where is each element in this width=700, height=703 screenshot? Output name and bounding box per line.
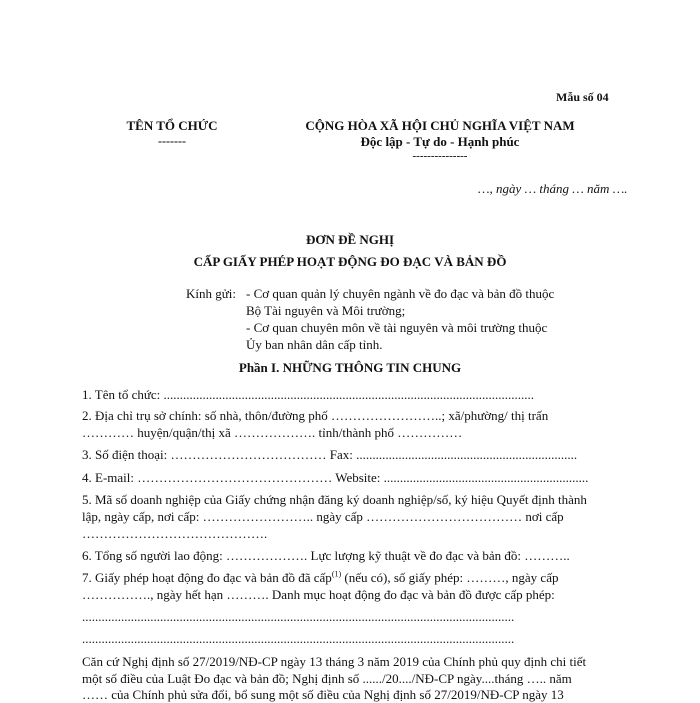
field-license-expiry: ……………., ngày hết hạn ………. Danh mục hoạt động đo đạc và bản đồ được cấp phép: xyxy=(82,587,555,602)
field-address-cont: ………… huyện/quận/thị xã ………………. tỉnh/thành phố …………… xyxy=(82,425,463,440)
document-subtitle: CẤP GIẤY PHÉP HOẠT ĐỘNG ĐO ĐẠC VÀ BẢN ĐỒ xyxy=(193,254,507,269)
field-existing-license xyxy=(82,569,558,586)
document-title: ĐƠN ĐỀ NGHỊ xyxy=(305,232,395,247)
recipients-label: Kính gửi: xyxy=(186,286,237,301)
blank-line: ..................................................................................................................................... xyxy=(82,631,515,646)
country-name: CỘNG HÒA XÃ HỘI CHỦ NGHĨA VIỆT NAM xyxy=(305,118,575,133)
field-phone-fax: 3. Số điện thoại: ……………………………… Fax: .................................................................... xyxy=(82,447,578,462)
basis-line: Căn cứ Nghị định số 27/2019/NĐ-CP ngày 13 tháng 3 năm 2019 của Chính phủ quy định chi tiết xyxy=(82,654,587,669)
national-motto: Độc lập - Tự do - Hạnh phúc xyxy=(360,134,520,149)
license-text-cont: (nếu có), số giấy phép: ………, ngày cấp xyxy=(341,570,559,585)
field-email-website: 4. E-mail: ……………………………………… Website: ............................................................... xyxy=(82,470,589,485)
date-line: …, ngày … tháng … năm …. xyxy=(478,181,628,196)
footnote-marker: (1) xyxy=(331,569,342,579)
field-business-code: 5. Mã số doanh nghiệp của Giấy chứng nhận đăng ký doanh nghiệp/số, ký hiệu Quyết định thành xyxy=(82,492,587,507)
recipient-line: Bộ Tài nguyên và Môi trường; xyxy=(246,303,406,318)
organization-divider: ------- xyxy=(158,134,186,148)
field-address: 2. Địa chỉ trụ sở chính: số nhà, thôn/đường phố ……………………..; xã/phường/ thị trấn xyxy=(82,408,549,423)
motto-divider: --------------- xyxy=(412,150,468,162)
field-employees: 6. Tổng số người lao động: ………………. Lực lượng kỹ thuật về đo đạc và bản đồ: ……….. xyxy=(82,548,570,563)
field-organization-name: 1. Tên tổ chức: .................................................................................................................. xyxy=(82,387,535,402)
section-heading: Phần I. NHỮNG THÔNG TIN CHUNG xyxy=(238,360,462,375)
blank-line: ..................................................................................................................................... xyxy=(82,609,515,624)
recipient-line: Ủy ban nhân dân cấp tỉnh. xyxy=(246,337,383,352)
organization-name: TÊN TỔ CHỨC xyxy=(126,118,218,133)
form-number: Mẫu số 04 xyxy=(556,90,609,104)
basis-line: một số điều của Luật Đo đạc và bản đồ; Nghị định số ....../20..../NĐ-CP ngày....tháng ….. năm xyxy=(82,671,572,686)
recipient-line: - Cơ quan quản lý chuyên ngành về đo đạc và bản đồ thuộc xyxy=(246,286,555,301)
recipient-line: - Cơ quan chuyên môn về tài nguyên và môi trường thuộc xyxy=(246,320,548,335)
basis-line: …… của Chính phủ sửa đổi, bổ sung một số điều của Nghị định số 27/2019/NĐ-CP ngày 13 xyxy=(82,687,564,702)
license-text: 7. Giấy phép hoạt động đo đạc và bản đồ đã cấp xyxy=(82,570,332,585)
field-business-code-cont: lập, ngày cấp, nơi cấp: …………………….. ngày cấp ……………………………… nơi cấp xyxy=(82,509,564,524)
field-business-code-cont: ……………………………………. xyxy=(82,526,268,541)
